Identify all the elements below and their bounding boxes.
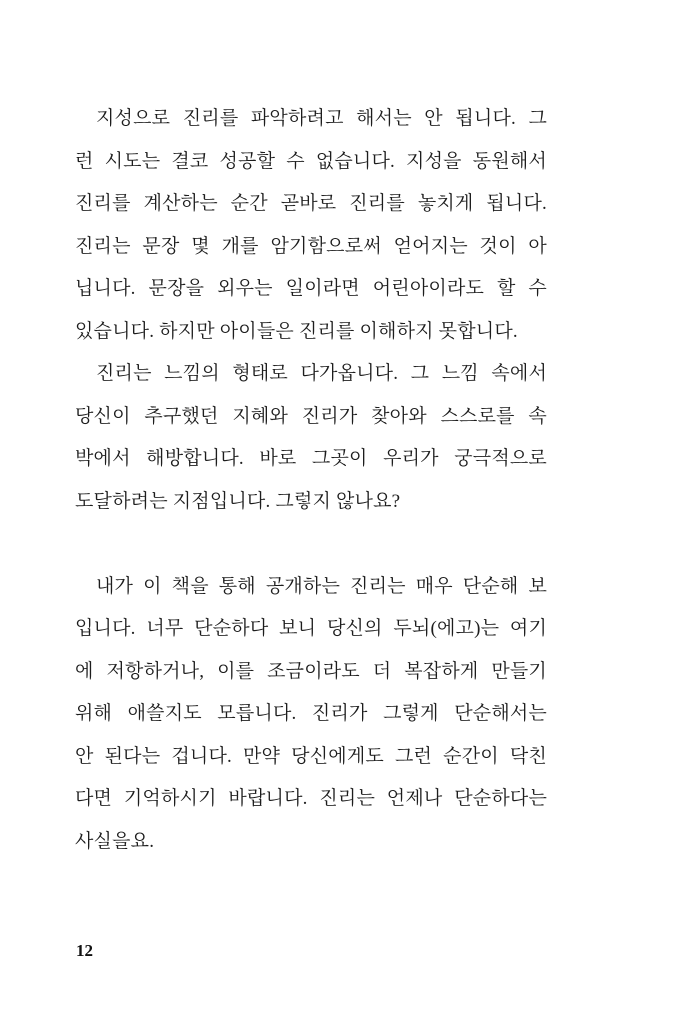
- text-line: 지성으로 진리를 파악하려고 해서는 안 됩니다. 그: [96, 108, 547, 129]
- page-number: 12: [76, 941, 93, 960]
- text-line: 런 시도는 결코 성공할 수 없습니다. 지성을 동원해서: [75, 150, 547, 172]
- text-line: 내가 이 책을 통해 공개하는 진리는 매우 단순해 보: [96, 575, 547, 597]
- text-line: 다면 기억하시기 바랍니다. 진리는 언제나 단순하다는: [75, 788, 547, 809]
- text-line: 진리를 계산하는 순간 곧바로 진리를 놓치게 됩니다.: [75, 193, 547, 214]
- text-line: 위해 애쓸지도 모릅니다. 진리가 그렇게 단순해서는: [75, 703, 547, 724]
- text-line: 박에서 해방합니다. 바로 그곳이 우리가 궁극적으로: [75, 448, 547, 469]
- text-line: 에 저항하거나, 이를 조금이라도 더 복잡하게 만들기: [75, 660, 547, 682]
- text-line: 당신이 추구했던 지혜와 진리가 찾아와 스스로를 속: [75, 405, 547, 427]
- text-line: 닙니다. 문장을 외우는 일이라면 어린아이라도 할 수: [75, 278, 547, 299]
- text-line: 있습니다. 하지만 아이들은 진리를 이해하지 못합니다.: [75, 320, 518, 342]
- paragraph-spacer: [75, 523, 547, 566]
- text-line: 진리는 문장 몇 개를 암기함으로써 얻어지는 것이 아: [75, 235, 547, 257]
- text-line: 도달하려는 지점입니다. 그렇지 않나요?: [75, 490, 401, 512]
- body-text: [75, 98, 547, 863]
- text-line: 입니다. 너무 단순하다 보니 당신의 두뇌(에고)는 여기: [75, 618, 547, 639]
- paragraph: [75, 566, 547, 864]
- text-line: 진리는 느낌의 형태로 다가옵니다. 그 느낌 속에서: [96, 363, 547, 384]
- text-line: 안 된다는 겁니다. 만약 당신에게도 그런 순간이 닥친: [75, 745, 547, 767]
- text-line: 사실을요.: [75, 830, 155, 852]
- paragraph: [75, 98, 547, 353]
- paragraph: [75, 353, 547, 523]
